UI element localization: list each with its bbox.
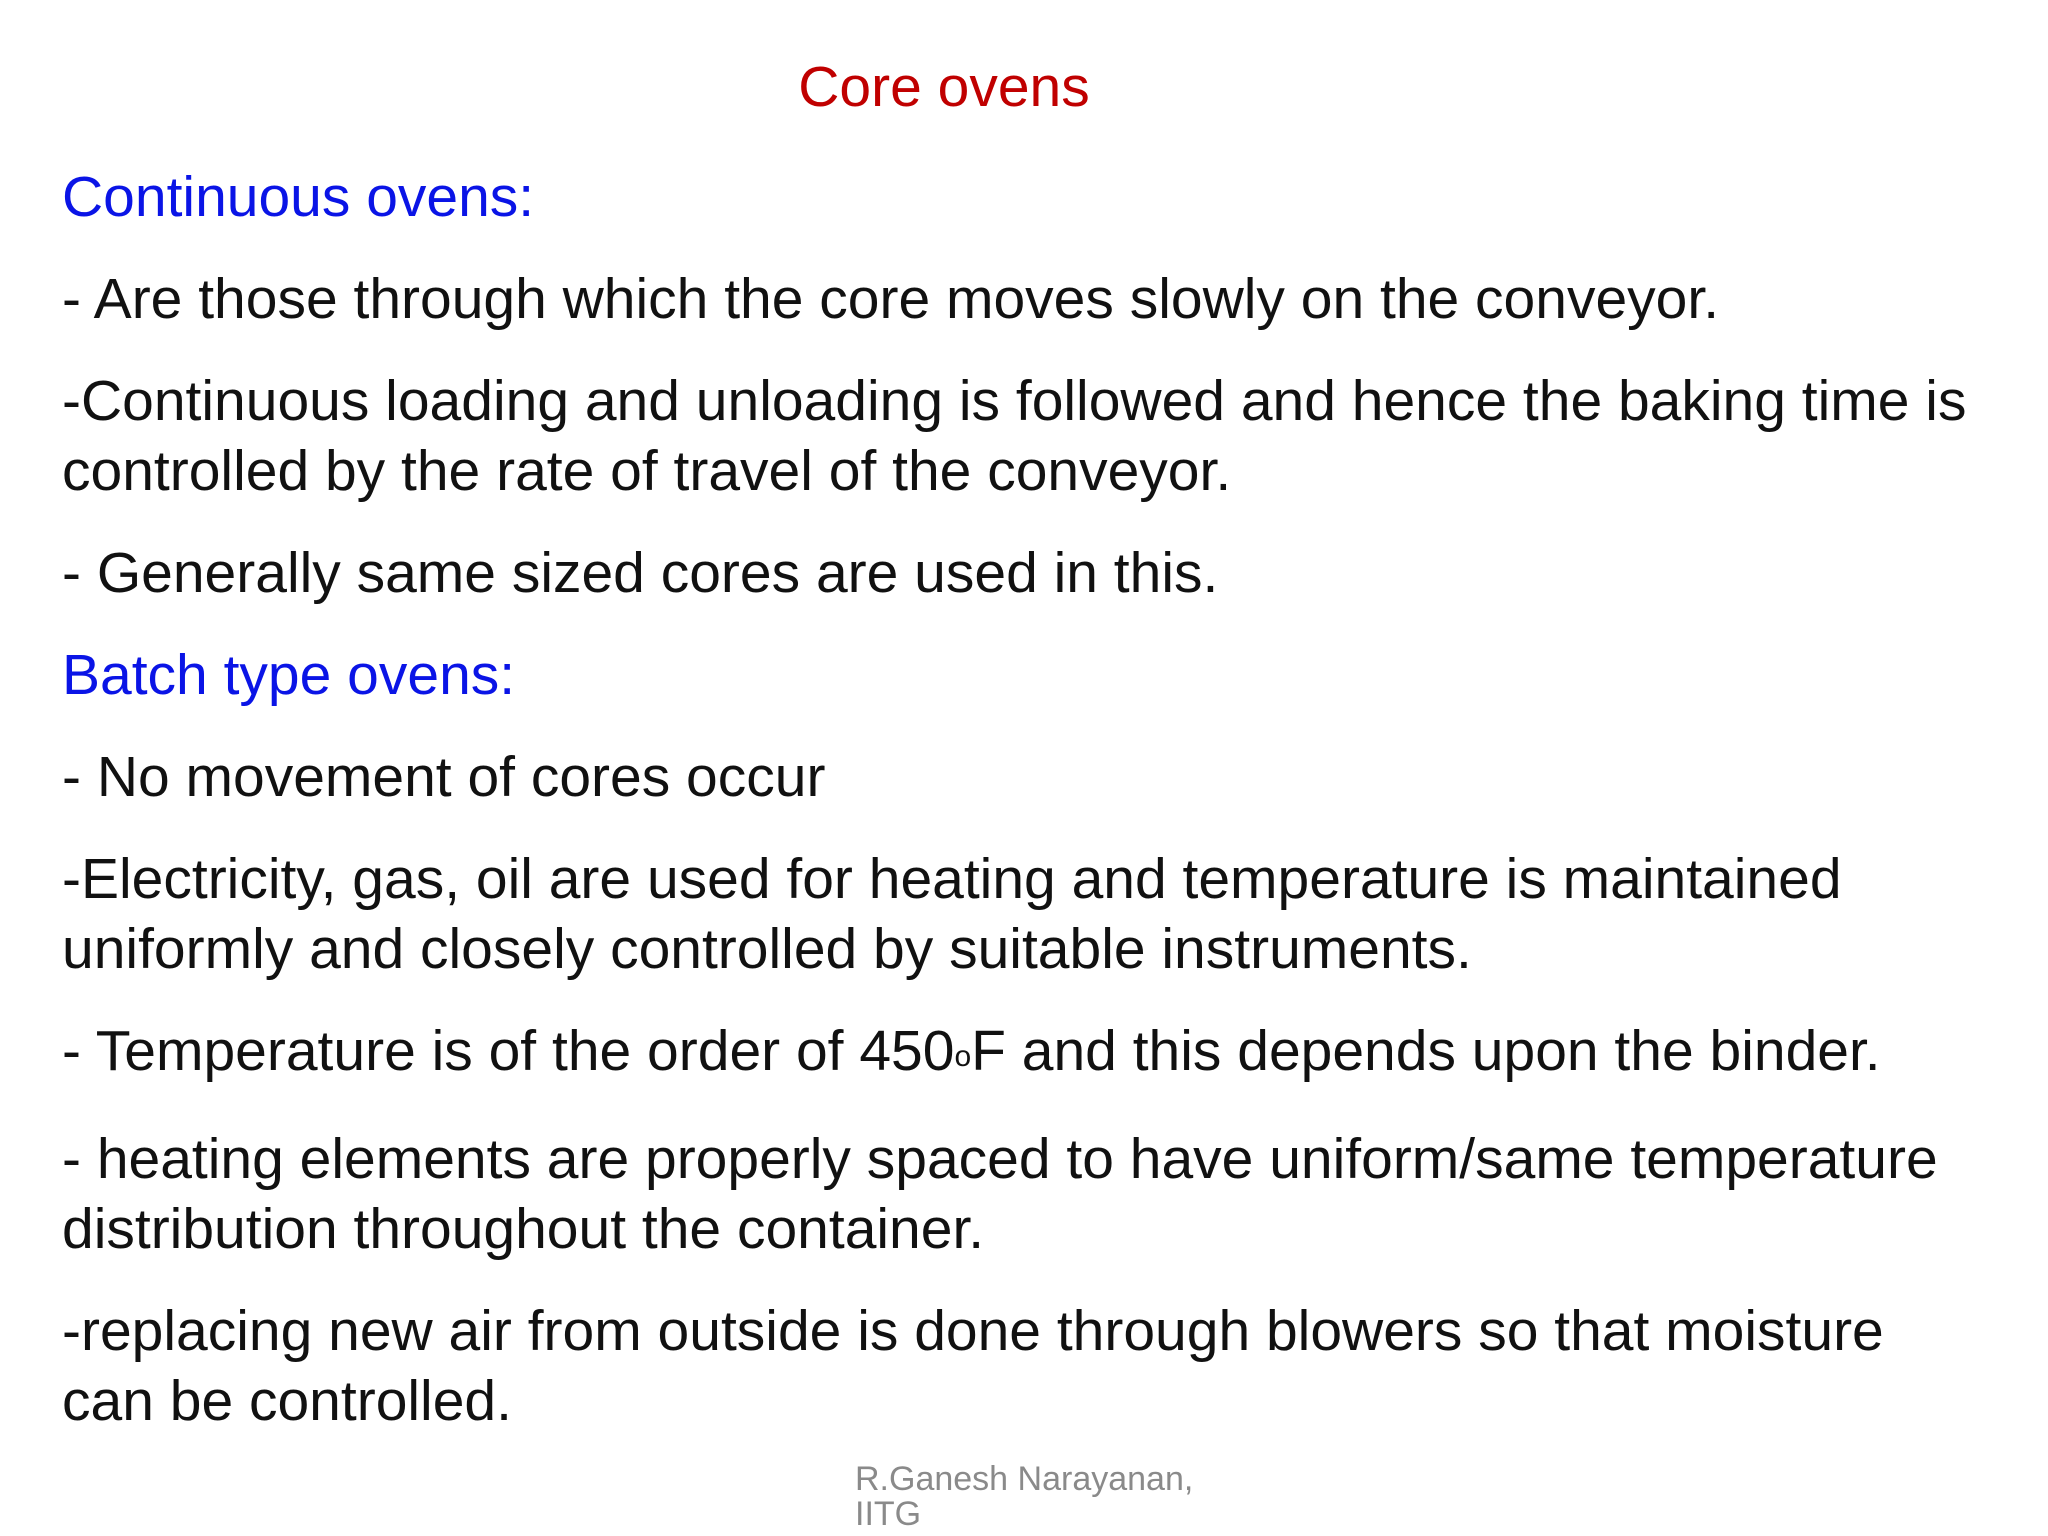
continuous-point-1 xyxy=(62,264,2002,334)
batch-point-1 xyxy=(62,742,2002,812)
text-line: controlled by the rate of travel of the conveyor. xyxy=(62,439,1232,503)
text-line: - Are those through which the core moves slowly on the conveyor. xyxy=(62,267,1720,331)
text-line: distribution throughout the container. xyxy=(62,1197,985,1261)
text-line: can be controlled. xyxy=(62,1369,512,1433)
batch-point-temperature xyxy=(62,1016,2002,1092)
text-line: -replacing new air from outside is done through blowers so that moisture xyxy=(62,1299,1884,1363)
footer-line-2: IITG xyxy=(855,1495,922,1533)
footer-line-1: R.Ganesh Narayanan, xyxy=(855,1460,1194,1498)
text-line: - Generally same sized cores are used in this. xyxy=(62,541,1219,605)
continuous-point-3 xyxy=(62,538,2002,608)
continuous-ovens-heading: Continuous ovens: xyxy=(62,165,535,229)
slide-content xyxy=(62,162,2002,1468)
text-line: -Electricity, gas, oil are used for heating and temperature is maintained xyxy=(62,847,1842,911)
slide-footer-author xyxy=(855,1462,1193,1532)
temperature-text-before: - Temperature is of the order of 450 xyxy=(62,1019,955,1083)
slide-title: Core ovens xyxy=(798,55,1090,119)
degree-superscript: o xyxy=(954,1040,972,1073)
temperature-text-after: F and this depends upon the binder. xyxy=(971,1019,1881,1083)
batch-ovens-heading: Batch type ovens: xyxy=(62,643,516,707)
continuous-point-2 xyxy=(62,366,2002,506)
text-line: -Continuous loading and unloading is followed and hence the baking time is xyxy=(62,369,1967,433)
text-line: uniformly and closely controlled by suitable instruments. xyxy=(62,917,1472,981)
text-line xyxy=(62,1016,2002,1092)
batch-point-2 xyxy=(62,844,2002,984)
batch-point-4 xyxy=(62,1296,2002,1436)
batch-point-3 xyxy=(62,1124,2002,1264)
text-line: - heating elements are properly spaced to have uniform/same temperature xyxy=(62,1127,1938,1191)
text-line: - No movement of cores occur xyxy=(62,745,826,809)
